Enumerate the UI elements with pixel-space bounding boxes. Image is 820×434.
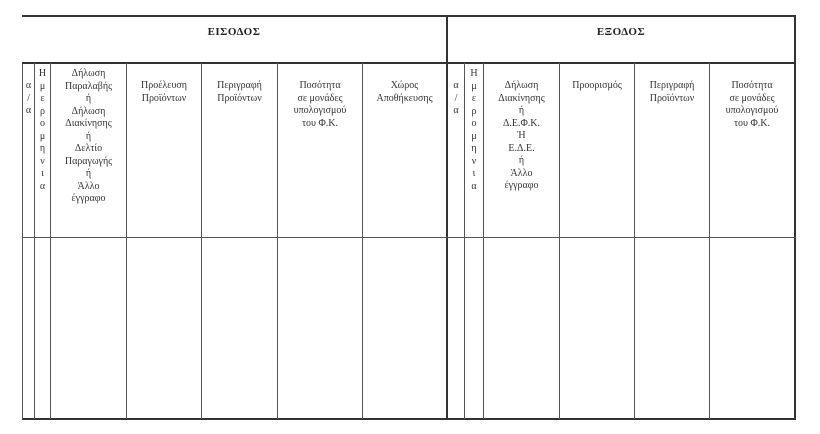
entry-header-quantity: Ποσότητα σε μονάδες υπολογισμού του Φ.Κ. — [293, 80, 347, 129]
exit-header-date: Η μ ε ρ ο μ η ν ι α — [470, 68, 478, 192]
entry-header-date: Η μ ε ρ ο μ η ν ι α — [38, 68, 47, 192]
exit-header-serial: α / α — [453, 80, 459, 116]
exit-header-movement-document: Δήλωση Διακίνησης ή Δ.Ε.Φ.Κ. Ή Ε.Δ.Ε. ή Άλλο έγγραφο — [498, 80, 545, 191]
title-row-separator — [22, 62, 796, 64]
frame-bottom — [22, 418, 796, 420]
entry-section-title: ΕΙΣΟΔΟΣ — [207, 26, 261, 38]
entry-header-storage: Χώρος Αποθήκευσης — [376, 80, 433, 104]
exit-header-destination: Προορισμός — [572, 80, 622, 91]
frame-top — [22, 15, 796, 17]
entry-header-origin: Προέλευση Προϊόντων — [140, 80, 188, 104]
exit-header-description: Περιγραφή Προϊόντων — [649, 80, 695, 104]
entry-header-serial: α / α — [25, 80, 32, 116]
entry-header-receipt-document: Δήλωση Παραλαβής ή Δήλωση Διακίνησης ή Δελτίο Παραγωγής ή Άλλο έγγραφο — [64, 68, 113, 204]
exit-section-title: ΕΞΟΔΟΣ — [596, 26, 646, 38]
entry-data-area[interactable] — [23, 238, 446, 418]
frame-right — [794, 15, 796, 420]
exit-data-area[interactable] — [448, 238, 794, 418]
entry-header-description: Περιγραφή Προϊόντων — [217, 80, 262, 104]
exit-header-quantity: Ποσότητα σε μονάδες υπολογισμού του Φ.Κ. — [725, 80, 779, 129]
